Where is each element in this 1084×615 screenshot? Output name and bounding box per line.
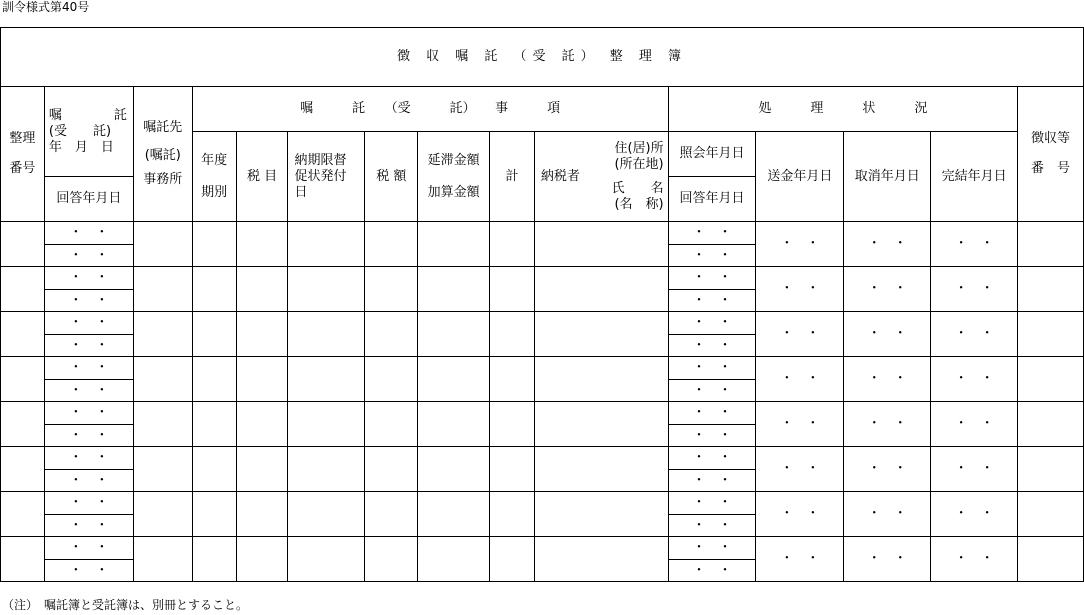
cell-entai [418, 312, 490, 357]
table-row [1, 312, 1084, 335]
date-placeholder: ・ ・ [867, 461, 907, 476]
date-placeholder: ・ ・ [69, 382, 109, 398]
cell-kanketsu-date [931, 447, 1018, 492]
cell-kei [490, 447, 535, 492]
cell-kei [490, 222, 535, 267]
cell-kaitou-date2 [668, 515, 756, 537]
date-placeholder: ・ ・ [692, 427, 732, 443]
date-placeholder: ・ ・ [69, 562, 109, 578]
cell-soukin-date [756, 222, 844, 267]
cell-shokutaku-date [44, 222, 133, 245]
table-row [1, 537, 1084, 560]
cell-zeimoku [236, 537, 288, 582]
cell-nouzeisha [534, 447, 668, 492]
date-placeholder: ・ ・ [69, 405, 109, 420]
cell-nendo [192, 312, 236, 357]
cell-torikeshi-date [844, 537, 931, 582]
cell-kaitou-date [44, 290, 133, 312]
date-placeholder: ・ ・ [780, 281, 820, 296]
date-placeholder: ・ ・ [69, 337, 109, 353]
cell-shokutaku-date [44, 312, 133, 335]
cell-soukin-date [756, 267, 844, 312]
cell-torikeshi-date [844, 357, 931, 402]
cell-kaitou-date2 [668, 335, 756, 357]
date-placeholder: ・ ・ [69, 495, 109, 510]
cell-shoukai-date [668, 447, 756, 470]
header-nouzeisha: 納税者 住(居)所 (所在地) 氏 名 (名 称) [534, 132, 668, 222]
cell-zeimoku [236, 222, 288, 267]
date-placeholder: ・ ・ [69, 517, 109, 533]
cell-kaitou-date2 [668, 290, 756, 312]
cell-soukin-date [756, 312, 844, 357]
cell-kei [490, 267, 535, 312]
date-placeholder: ・ ・ [780, 416, 820, 431]
cell-zeigaku [365, 312, 418, 357]
cell-noukigen [288, 447, 365, 492]
date-placeholder: ・ ・ [780, 551, 820, 566]
cell-entai [418, 537, 490, 582]
cell-shokutaku-date [44, 402, 133, 425]
date-placeholder: ・ ・ [692, 360, 732, 375]
date-placeholder: ・ ・ [69, 315, 109, 330]
date-placeholder: ・ ・ [69, 270, 109, 285]
date-placeholder: ・ ・ [692, 562, 732, 578]
cell-shoukai-date [668, 267, 756, 290]
cell-nouzeisha [534, 312, 668, 357]
cell-noukigen [288, 537, 365, 582]
date-placeholder: ・ ・ [69, 247, 109, 263]
cell-kaitou-date [44, 470, 133, 492]
date-placeholder: ・ ・ [867, 281, 907, 296]
date-placeholder: ・ ・ [954, 461, 994, 476]
cell-choushu-bangou [1018, 402, 1084, 447]
date-placeholder: ・ ・ [69, 540, 109, 555]
cell-kei [490, 402, 535, 447]
cell-noukigen [288, 312, 365, 357]
cell-soukin-date [756, 492, 844, 537]
cell-shoukai-date [668, 222, 756, 245]
table-row [1, 222, 1084, 245]
date-placeholder: ・ ・ [692, 382, 732, 398]
table-title: 徴 収 嘱 託 （受 託） 整 理 簿 [1, 28, 1084, 87]
cell-kanketsu-date [931, 402, 1018, 447]
date-placeholder: ・ ・ [780, 506, 820, 521]
header-shori: 処 理 状 況 [668, 87, 1017, 132]
cell-nendo [192, 402, 236, 447]
cell-zeimoku [236, 312, 288, 357]
date-placeholder: ・ ・ [867, 326, 907, 341]
cell-kanketsu-date [931, 312, 1018, 357]
date-placeholder: ・ ・ [69, 450, 109, 465]
cell-zeigaku [365, 267, 418, 312]
date-placeholder: ・ ・ [69, 360, 109, 375]
date-placeholder: ・ ・ [692, 292, 732, 308]
cell-seiri-bangou [1, 267, 45, 312]
cell-entai [418, 402, 490, 447]
date-placeholder: ・ ・ [692, 270, 732, 285]
date-placeholder: ・ ・ [692, 225, 732, 240]
date-placeholder: ・ ・ [867, 236, 907, 251]
cell-nouzeisha [534, 357, 668, 402]
date-placeholder: ・ ・ [69, 472, 109, 488]
cell-torikeshi-date [844, 492, 931, 537]
cell-shokutaku-saki [133, 267, 192, 312]
cell-kaitou-date [44, 335, 133, 357]
date-placeholder: ・ ・ [867, 416, 907, 431]
header-kei: 計 [490, 132, 535, 222]
cell-zeimoku [236, 357, 288, 402]
cell-shoukai-date [668, 492, 756, 515]
cell-nendo [192, 267, 236, 312]
cell-shokutaku-saki [133, 357, 192, 402]
header-seiri-bangou: 整理 番号 [1, 87, 45, 222]
date-placeholder: ・ ・ [867, 551, 907, 566]
cell-kaitou-date2 [668, 560, 756, 582]
header-kaitou-date2: 回答年月日 [668, 177, 756, 222]
date-placeholder: ・ ・ [954, 326, 994, 341]
header-soukin-date: 送金年月日 [756, 132, 844, 222]
footnote: （注） 嘱託簿と受託簿は、別冊とすること。 [2, 598, 249, 612]
cell-nendo [192, 357, 236, 402]
cell-zeigaku [365, 222, 418, 267]
cell-choushu-bangou [1018, 492, 1084, 537]
cell-seiri-bangou [1, 222, 45, 267]
cell-noukigen [288, 492, 365, 537]
cell-kaitou-date2 [668, 470, 756, 492]
table-row [1, 357, 1084, 380]
cell-soukin-date [756, 537, 844, 582]
date-placeholder: ・ ・ [692, 495, 732, 510]
cell-kanketsu-date [931, 222, 1018, 267]
header-jikou: 嘱 託 （受 託） 事 項 [192, 87, 668, 132]
cell-shokutaku-saki [133, 402, 192, 447]
cell-shokutaku-saki [133, 537, 192, 582]
cell-nouzeisha [534, 267, 668, 312]
cell-torikeshi-date [844, 222, 931, 267]
cell-zeigaku [365, 447, 418, 492]
date-placeholder: ・ ・ [692, 472, 732, 488]
date-placeholder: ・ ・ [780, 326, 820, 341]
cell-nendo [192, 492, 236, 537]
cell-noukigen [288, 402, 365, 447]
date-placeholder: ・ ・ [692, 247, 732, 263]
cell-nendo [192, 537, 236, 582]
date-placeholder: ・ ・ [954, 371, 994, 386]
cell-shoukai-date [668, 537, 756, 560]
cell-nouzeisha [534, 402, 668, 447]
cell-torikeshi-date [844, 312, 931, 357]
cell-choushu-bangou [1018, 537, 1084, 582]
cell-shokutaku-saki [133, 492, 192, 537]
cell-kei [490, 537, 535, 582]
cell-kanketsu-date [931, 492, 1018, 537]
header-torikeshi-date: 取消年月日 [844, 132, 931, 222]
header-shokutaku-saki: 嘱託先 (嘱託) 事務所 [133, 87, 192, 222]
cell-nendo [192, 222, 236, 267]
cell-torikeshi-date [844, 267, 931, 312]
cell-kaitou-date [44, 515, 133, 537]
date-placeholder: ・ ・ [954, 236, 994, 251]
cell-choushu-bangou [1018, 447, 1084, 492]
date-placeholder: ・ ・ [692, 337, 732, 353]
date-placeholder: ・ ・ [692, 540, 732, 555]
cell-noukigen [288, 222, 365, 267]
cell-shokutaku-date [44, 537, 133, 560]
table-row [1, 492, 1084, 515]
header-zeimoku: 税 目 [236, 132, 288, 222]
header-shoukai-date: 照会年月日 [668, 132, 756, 177]
cell-shokutaku-date [44, 447, 133, 470]
cell-kanketsu-date [931, 267, 1018, 312]
cell-shokutaku-date [44, 357, 133, 380]
date-placeholder: ・ ・ [69, 427, 109, 443]
cell-nouzeisha [534, 492, 668, 537]
cell-nouzeisha [534, 222, 668, 267]
header-noukigen: 納期限督 促状発付 日 [288, 132, 365, 222]
cell-shokutaku-saki [133, 312, 192, 357]
cell-shoukai-date [668, 357, 756, 380]
date-placeholder: ・ ・ [954, 416, 994, 431]
cell-zeimoku [236, 447, 288, 492]
cell-kei [490, 357, 535, 402]
form-number: 訓令様式第40号 [2, 0, 90, 14]
cell-shokutaku-saki [133, 222, 192, 267]
cell-soukin-date [756, 357, 844, 402]
cell-noukigen [288, 357, 365, 402]
cell-choushu-bangou [1018, 267, 1084, 312]
cell-noukigen [288, 267, 365, 312]
cell-entai [418, 357, 490, 402]
cell-seiri-bangou [1, 357, 45, 402]
date-placeholder: ・ ・ [69, 292, 109, 308]
date-placeholder: ・ ・ [780, 371, 820, 386]
header-entai-kasan: 延滞金額 加算金額 [418, 132, 490, 222]
date-placeholder: ・ ・ [867, 371, 907, 386]
cell-nendo [192, 447, 236, 492]
header-shokutaku-date: 嘱 託 (受 託) 年 月 日 [44, 87, 133, 177]
date-placeholder: ・ ・ [692, 450, 732, 465]
cell-kaitou-date [44, 560, 133, 582]
cell-shokutaku-date [44, 267, 133, 290]
cell-kanketsu-date [931, 357, 1018, 402]
cell-choushu-bangou [1018, 222, 1084, 267]
cell-seiri-bangou [1, 402, 45, 447]
date-placeholder: ・ ・ [954, 506, 994, 521]
header-choushu-bangou: 徴収等 番 号 [1018, 87, 1084, 222]
cell-shoukai-date [668, 402, 756, 425]
date-placeholder: ・ ・ [867, 506, 907, 521]
date-placeholder: ・ ・ [780, 461, 820, 476]
header-nendo-kibetsu: 年度 期別 [192, 132, 236, 222]
cell-torikeshi-date [844, 447, 931, 492]
cell-soukin-date [756, 447, 844, 492]
date-placeholder: ・ ・ [69, 225, 109, 240]
cell-entai [418, 492, 490, 537]
cell-zeigaku [365, 492, 418, 537]
cell-zeimoku [236, 402, 288, 447]
cell-seiri-bangou [1, 312, 45, 357]
cell-choushu-bangou [1018, 312, 1084, 357]
cell-shokutaku-saki [133, 447, 192, 492]
cell-zeimoku [236, 267, 288, 312]
cell-choushu-bangou [1018, 357, 1084, 402]
cell-nouzeisha [534, 537, 668, 582]
cell-seiri-bangou [1, 492, 45, 537]
cell-kaitou-date [44, 425, 133, 447]
cell-entai [418, 222, 490, 267]
header-kaitou-date: 回答年月日 [44, 177, 133, 222]
cell-kaitou-date2 [668, 425, 756, 447]
date-placeholder: ・ ・ [780, 236, 820, 251]
cell-entai [418, 267, 490, 312]
header-kanketsu-date: 完結年月日 [931, 132, 1018, 222]
cell-kei [490, 492, 535, 537]
table-row [1, 267, 1084, 290]
date-placeholder: ・ ・ [954, 281, 994, 296]
cell-seiri-bangou [1, 537, 45, 582]
cell-seiri-bangou [1, 447, 45, 492]
cell-soukin-date [756, 402, 844, 447]
cell-shokutaku-date [44, 492, 133, 515]
ledger-table [0, 27, 1084, 582]
cell-kaitou-date2 [668, 245, 756, 267]
cell-kei [490, 312, 535, 357]
cell-kaitou-date2 [668, 380, 756, 402]
cell-kaitou-date [44, 380, 133, 402]
cell-torikeshi-date [844, 402, 931, 447]
cell-shoukai-date [668, 312, 756, 335]
cell-zeigaku [365, 357, 418, 402]
header-zeigaku: 税 額 [365, 132, 418, 222]
cell-kanketsu-date [931, 537, 1018, 582]
cell-zeimoku [236, 492, 288, 537]
cell-zeigaku [365, 402, 418, 447]
cell-zeigaku [365, 537, 418, 582]
date-placeholder: ・ ・ [692, 517, 732, 533]
table-row [1, 447, 1084, 470]
cell-kaitou-date [44, 245, 133, 267]
date-placeholder: ・ ・ [954, 551, 994, 566]
date-placeholder: ・ ・ [692, 315, 732, 330]
cell-entai [418, 447, 490, 492]
table-row [1, 402, 1084, 425]
date-placeholder: ・ ・ [692, 405, 732, 420]
